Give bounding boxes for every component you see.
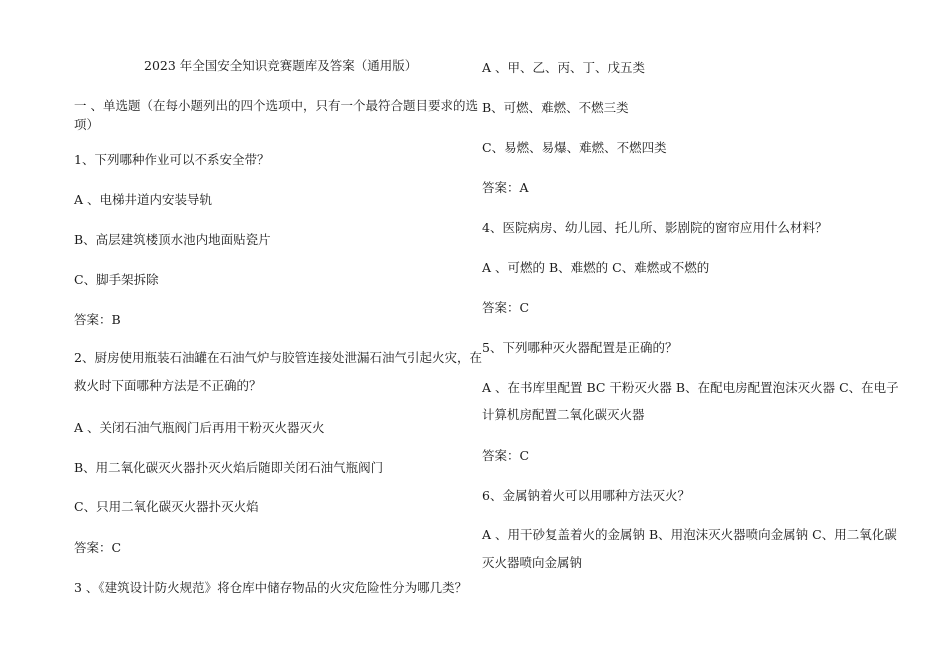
q1-answer: 答案：B [74, 312, 121, 327]
question-1: 1、下列哪种作业可以不系安全带？ [74, 152, 270, 167]
q2-option-c: C、只用二氧化碳灭火器扑灭火焰 [74, 499, 259, 514]
q3-option-b: B、可燃、难燃、不燃三类 [482, 100, 629, 115]
q1-option-c: C、脚手架拆除 [74, 272, 159, 287]
document-title: 2023 年全国安全知识竞赛题库及答案（通用版） [144, 58, 418, 73]
q1-option-a: A 、电梯井道内安装导轨 [74, 192, 213, 207]
q2-answer: 答案：C [74, 540, 122, 555]
question-2: 2、厨房使用瓶装石油罐在石油气炉与胶管连接处泄漏石油气引起火灾，在 [74, 350, 482, 365]
question-5: 5、下列哪种灭火器配置是正确的？ [482, 340, 678, 355]
q5-answer: 答案：C [482, 448, 530, 463]
question-6: 6、金属钠着火可以用哪种方法灭火？ [482, 488, 690, 503]
q3-answer: 答案：A [482, 180, 529, 195]
section-heading: 一 、单选题（在每小题列出的四个选项中，只有一个最符合题目要求的选 [74, 98, 478, 113]
q4-answer: 答案：C [482, 300, 530, 315]
question-4: 4、医院病房、幼儿园、托儿所、影剧院的窗帘应用什么材料？ [482, 220, 828, 235]
q2-option-b: B、用二氧化碳灭火器扑灭火焰后随即关闭石油气瓶阀门 [74, 460, 384, 475]
q5-options: A 、在书库里配置 BC 干粉灭火器 B、在配电房配置泡沫灭火器 C、在电子 [482, 380, 899, 395]
q3-option-c: C、易燃、易爆、难燃、不燃四类 [482, 140, 667, 155]
q5-options-cont: 计算机房配置二氧化碳灭火器 [482, 407, 645, 422]
section-heading-cont: 项） [74, 117, 100, 132]
q1-option-b: B、高层建筑楼顶水池内地面贴瓷片 [74, 232, 271, 247]
q6-options-cont: 灭火器喷向金属钠 [482, 555, 583, 570]
question-2-cont: 救火时下面哪种方法是不正确的？ [74, 378, 262, 393]
q2-option-a: A 、关闭石油气瓶阀门后再用干粉灭火器灭火 [74, 420, 325, 435]
q6-options: A 、用干砂复盖着火的金属钠 B、用泡沫灭火器喷向金属钠 C、用二氧化碳 [482, 527, 897, 542]
q4-options: A 、可燃的 B、难燃的 C、难燃或不燃的 [482, 260, 710, 275]
question-3: 3 、《建筑设计防火规范》将仓库中储存物品的火灾危险性分为哪几类？ [74, 580, 468, 595]
q3-option-a: A 、甲、乙、丙、丁、戊五类 [482, 60, 646, 75]
